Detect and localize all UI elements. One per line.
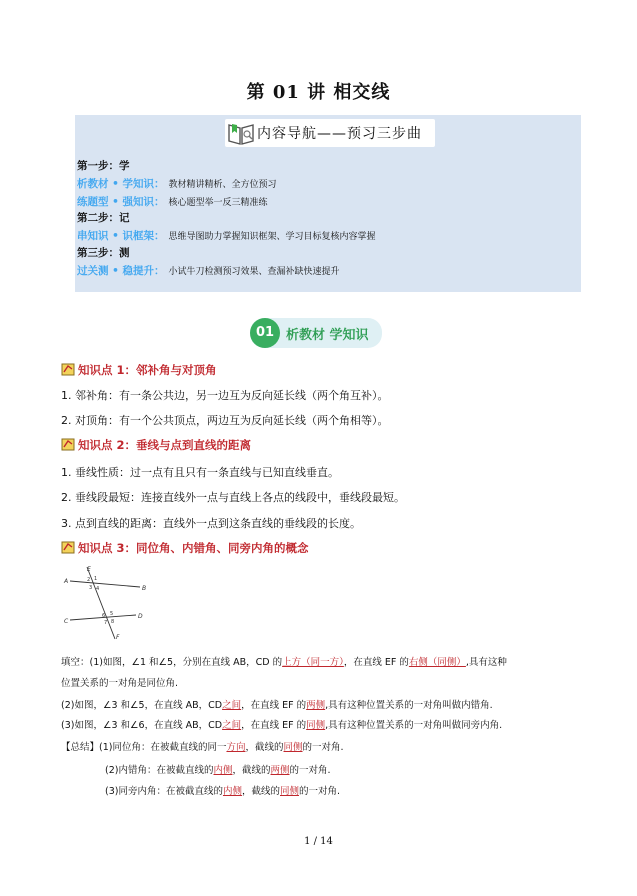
nav-row-3-label: 串知识 • 识框架： bbox=[77, 230, 165, 242]
knowledge-point-2-title bbox=[61, 437, 251, 454]
label-E: E bbox=[87, 566, 91, 573]
summary-1-answer-b: 同侧 bbox=[283, 742, 303, 753]
kp2-line-3: 3. 点到直线的距离：直线外一点到这条直线的垂线段的长度。 bbox=[61, 517, 361, 530]
summary-3-text-a: (3)同旁内角：在被截直线的 bbox=[105, 786, 223, 797]
nav-row-1-text: 教材精讲精析、全方位预习 bbox=[168, 180, 277, 190]
fill-1-text-c: ,具有这种 bbox=[465, 657, 507, 668]
fill-1-text-a: 填空：(1)如图，∠1 和∠5，分别在直线 AB，CD 的 bbox=[61, 657, 283, 668]
angle-3: 3 bbox=[89, 585, 93, 591]
angle-7: 7 bbox=[104, 620, 108, 626]
fill-4-text-a: (3)如图，∠3 和∠6，在直线 AB，CD bbox=[61, 720, 223, 731]
nav-row-2-text: 核心题型举一反三精准练 bbox=[168, 198, 268, 208]
fill-3-text-a: (2)如图，∠3 和∠5，在直线 AB，CD bbox=[61, 700, 223, 711]
fill-3-answer-b: 两侧 bbox=[306, 700, 326, 711]
summary-2-text-c: 的一对角. bbox=[289, 765, 331, 776]
summary-1-text-b: ，截线的 bbox=[245, 742, 284, 753]
content-navigation-box bbox=[75, 115, 581, 292]
summary-line-2 bbox=[105, 762, 331, 776]
summary-3-answer-b: 同侧 bbox=[280, 786, 300, 797]
nav-row-1-label: 析教材 • 学知识： bbox=[77, 178, 165, 190]
navigation-heading bbox=[225, 119, 435, 147]
angle-1: 1 bbox=[94, 576, 98, 582]
summary-2-text-a: (2)内错角：在被截直线的 bbox=[105, 765, 214, 776]
kp1-line-1: 1. 邻补角：有一条公共边，另一边互为反向延长线（两个角互补）。 bbox=[61, 389, 389, 402]
nav-row-4 bbox=[77, 263, 340, 278]
kp1-line-2: 2. 对顶角：有一个公共顶点，两边互为反向延长线（两个角相等）。 bbox=[61, 414, 389, 427]
kp2-line-2: 2. 垂线段最短：连接直线外一点与直线上各点的线段中，垂线段最短。 bbox=[61, 491, 405, 504]
nav-row-2 bbox=[77, 194, 268, 209]
fill-line-4 bbox=[61, 717, 502, 731]
step-two: 第二步：记 bbox=[77, 212, 130, 224]
fill-line-3 bbox=[61, 697, 493, 711]
summary-2-text-b: ，截线的 bbox=[232, 765, 271, 776]
summary-3-text-c: 的一对角. bbox=[299, 786, 341, 797]
summary-3-answer-a: 内侧 bbox=[222, 786, 242, 797]
label-A: A bbox=[64, 578, 69, 585]
kp2-title-text: 知识点 2：垂线与点到直线的距离 bbox=[78, 438, 252, 452]
kp2-line-1: 1. 垂线性质：过一点有且只有一条直线与已知直线垂直。 bbox=[61, 466, 339, 479]
angle-5: 5 bbox=[110, 611, 114, 617]
nav-row-2-label: 练题型 • 强知识： bbox=[77, 196, 165, 208]
kp3-title-text: 知识点 3：同位角、内错角、同旁内角的概念 bbox=[78, 541, 309, 555]
angle-4: 4 bbox=[96, 586, 100, 592]
section-number: 01 bbox=[250, 318, 280, 348]
summary-2-answer-b: 两侧 bbox=[270, 765, 290, 776]
fill-1-answer-b: 右侧（同侧） bbox=[408, 657, 466, 668]
angle-8: 8 bbox=[111, 619, 115, 625]
notebook-icon bbox=[61, 438, 75, 454]
nav-row-4-label: 过关测 • 稳提升： bbox=[77, 265, 165, 277]
label-F: F bbox=[116, 634, 120, 640]
notebook-icon bbox=[61, 541, 75, 557]
fill-3-text-b: ，在直线 EF 的 bbox=[241, 700, 307, 711]
angle-6: 6 bbox=[102, 613, 106, 619]
label-C: C bbox=[64, 618, 69, 625]
kp1-title-text: 知识点 1：邻补角与对顶角 bbox=[78, 363, 217, 377]
nav-row-3 bbox=[77, 228, 376, 243]
section-title: 析教材 学知识 bbox=[286, 328, 369, 343]
step-one: 第一步：学 bbox=[77, 160, 130, 172]
summary-line-3 bbox=[105, 783, 340, 797]
summary-2-answer-a: 内侧 bbox=[213, 765, 233, 776]
fill-4-text-c: ,具有这种位置关系的一对角叫做同旁内角. bbox=[325, 720, 503, 731]
fill-1-answer-a: 上方（同一方） bbox=[282, 657, 344, 668]
summary-1-answer-a: 方向 bbox=[226, 742, 246, 753]
nav-row-3-text: 思维导图助力掌握知识框架、学习目标复核内容掌握 bbox=[168, 232, 376, 242]
fill-line-1 bbox=[61, 654, 507, 668]
summary-1-text-c: 的一对角. bbox=[302, 742, 344, 753]
notebook-icon bbox=[61, 363, 75, 379]
nav-row-1 bbox=[77, 176, 277, 191]
knowledge-point-3-title bbox=[61, 540, 309, 557]
summary-3-text-b: ，截线的 bbox=[241, 786, 280, 797]
knowledge-point-1-title bbox=[61, 362, 217, 379]
navigation-title: 内容导航——预习三步曲 bbox=[257, 126, 422, 142]
step-three: 第三步：测 bbox=[77, 247, 130, 259]
section-badge bbox=[250, 318, 382, 348]
page-title: 第 01 讲 相交线 bbox=[246, 82, 391, 103]
page-number: 1 / 14 bbox=[304, 836, 333, 847]
book-icon bbox=[227, 120, 255, 150]
label-D: D bbox=[138, 613, 143, 620]
fill-4-text-b: ，在直线 EF 的 bbox=[241, 720, 307, 731]
fill-4-answer-a: 之间 bbox=[222, 720, 242, 731]
summary-1-text-a: 【总结】(1)同位角：在被截直线的同一 bbox=[61, 742, 227, 753]
fill-4-answer-b: 同侧 bbox=[306, 720, 326, 731]
label-B: B bbox=[142, 585, 147, 592]
fill-line-2: 位置关系的一对角是同位角. bbox=[61, 678, 179, 689]
fill-3-answer-a: 之间 bbox=[222, 700, 242, 711]
summary-line-1 bbox=[61, 739, 344, 753]
transversal-figure bbox=[60, 565, 150, 640]
angle-2: 2 bbox=[87, 577, 91, 583]
fill-1-text-b: ，在直线 EF 的 bbox=[343, 657, 409, 668]
fill-3-text-c: ,具有这种位置关系的一对角叫做内错角. bbox=[325, 700, 493, 711]
nav-row-4-text: 小试牛刀检测预习效果、查漏补缺快速提升 bbox=[168, 267, 340, 277]
